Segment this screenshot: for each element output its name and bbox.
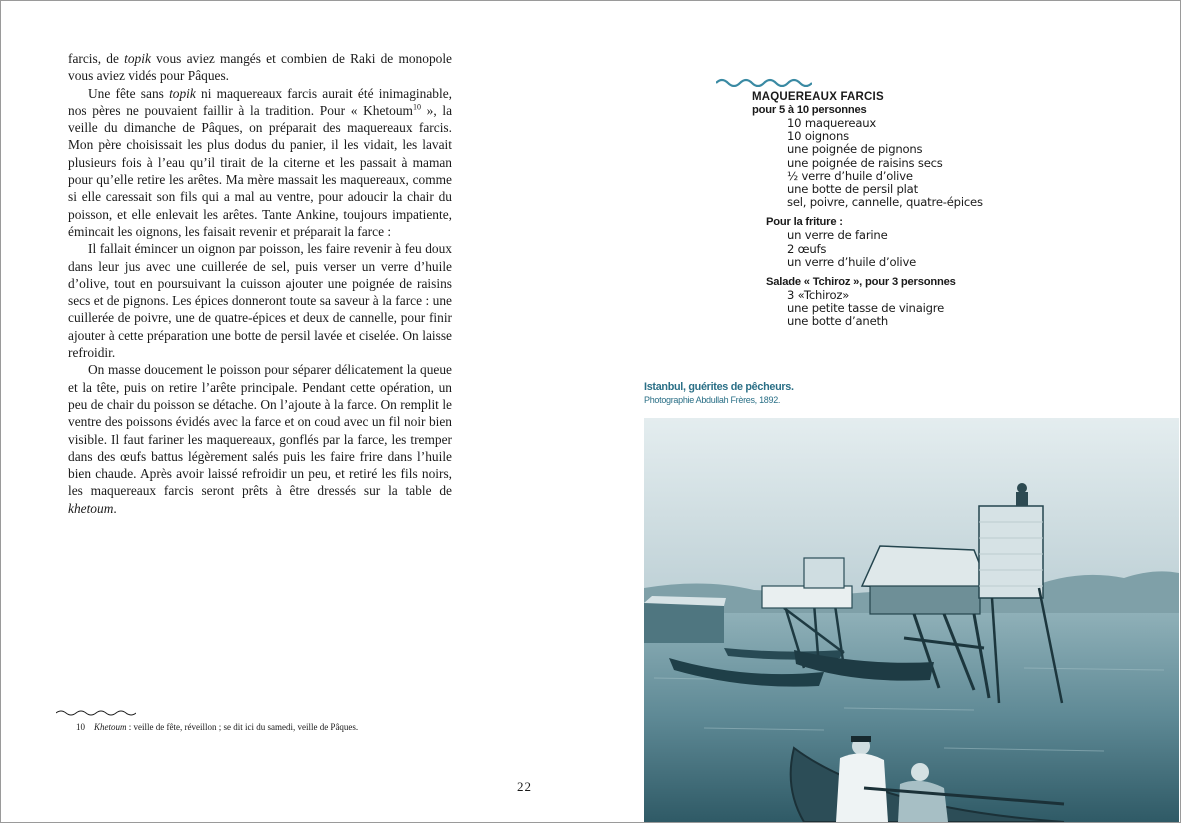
body-paragraph: On masse doucement le poisson pour séparer délicatement la queue et la tête, puis on retire l’arête principale. Pendant cette opération, un peu de chair du poisson se détache. On l’ajoute à la farce. On remplit le ventre des poissons évidés avec la farce et on coud avec un fil noir bien visible. Il faut fariner les maquereaux, gonflés par la farce, les tremper dans des œufs battus légèrement salés puis les faire frire dans l’huile bien chaude. Après avoir laissé refroidir un peu, et retiré les fils noirs, les maquereaux farcis seront prêts à être dressés sur la table de khetoum. <box>68 362 452 516</box>
caption-title: Istanbul, guérites de pêcheurs. <box>644 381 794 393</box>
ingredient-item: sel, poivre, cannelle, quatre-épices <box>787 195 983 210</box>
wave-ornament-icon <box>716 77 812 87</box>
body-paragraph: Il fallait émincer un oignon par poisson, les faire revenir à feu doux dans leur jus avec une cuillerée de sel, puis verser un verre d’huile d’olive, tout en poursuivant la cuisson ajouter une poignée de raisins secs et de pignons. Les épices donneront toute sa saveur à la farce : une cuillerée de poivre, une de quatre-épices et deux de cannelle, pour finir ajouter à cette préparation une botte de persil lavée et ciselée. On laisse refroidir. <box>68 241 452 361</box>
body-paragraph: farcis, de topik vous aviez mangés et combien de Raki de monopole vous aviez vidés pour Pâques. <box>68 51 452 84</box>
wave-divider-icon <box>56 709 136 717</box>
salad-item: une petite tasse de vinaigre <box>787 301 945 316</box>
footnote-number: 10 <box>76 722 85 732</box>
salad-heading: Salade « Tchiroz », pour 3 personnes <box>766 276 956 289</box>
recipe-servings: pour 5 à 10 personnes <box>752 104 867 116</box>
recipe-title: MAQUEREAUX FARCIS <box>752 91 884 103</box>
caption-credit: Photographie Abdullah Frères, 1892. <box>644 395 781 405</box>
frying-item: 2 œufs <box>787 241 827 256</box>
frying-list <box>752 229 1032 269</box>
body-paragraph: Une fête sans topik ni maquereaux farcis aurait été inimaginable, nos pères ne pouvaient faillir à la tradition. Pour « Khetoum$^{10}$ », la veille du dimanche de Pâques, on préparait des maquereaux farcis. Mon père choisissait les plus dodus du panier, il les vidait, les lavait plusieurs fois à l’eau qu’il tirait de la citerne et les passait à maman pour qu’elle retire les arêtes. Ma mère massait les maquereaux, comme si elle caressait son fils qui a mal au ventre, pour adoucir la chair du poisson, et elle enlevait les arêtes. Tante Ankine, toujours impatiente, émincait les oignons, les faisait revenir et préparait la farce : <box>68 85 453 239</box>
frying-heading: Pour la friture : <box>766 216 843 229</box>
page-number: 22 <box>517 779 532 794</box>
historical-photo <box>644 418 1179 822</box>
salad-item: 3 «Tchiroz» <box>787 288 850 303</box>
ingredient-item: 10 oignons <box>787 129 849 144</box>
ingredient-list <box>752 117 1032 209</box>
salad-list <box>752 289 1032 329</box>
ingredient-item: 10 maquereaux <box>787 116 877 130</box>
recipe-box <box>752 90 1032 329</box>
fishermen-huts-illustration <box>644 418 1179 822</box>
ingredient-item: ½ verre d’huile d’olive <box>787 168 913 183</box>
footnote-term: Khetoum <box>94 722 127 732</box>
frying-item: un verre d’huile d’olive <box>787 254 917 269</box>
salad-item: une botte d’aneth <box>787 314 889 329</box>
ingredient-item: une poignée de raisins secs <box>787 155 943 170</box>
frying-item: un verre de farine <box>787 228 888 243</box>
body-text <box>68 50 452 517</box>
photo-caption <box>644 380 944 406</box>
ingredient-item: une poignée de pignons <box>787 142 923 157</box>
ingredient-item: une botte de persil plat <box>787 182 918 197</box>
footnote-text: : veille de fête, réveillon ; se dit ici du samedi, veille de Pâques. <box>126 722 359 732</box>
footnote <box>76 721 476 733</box>
